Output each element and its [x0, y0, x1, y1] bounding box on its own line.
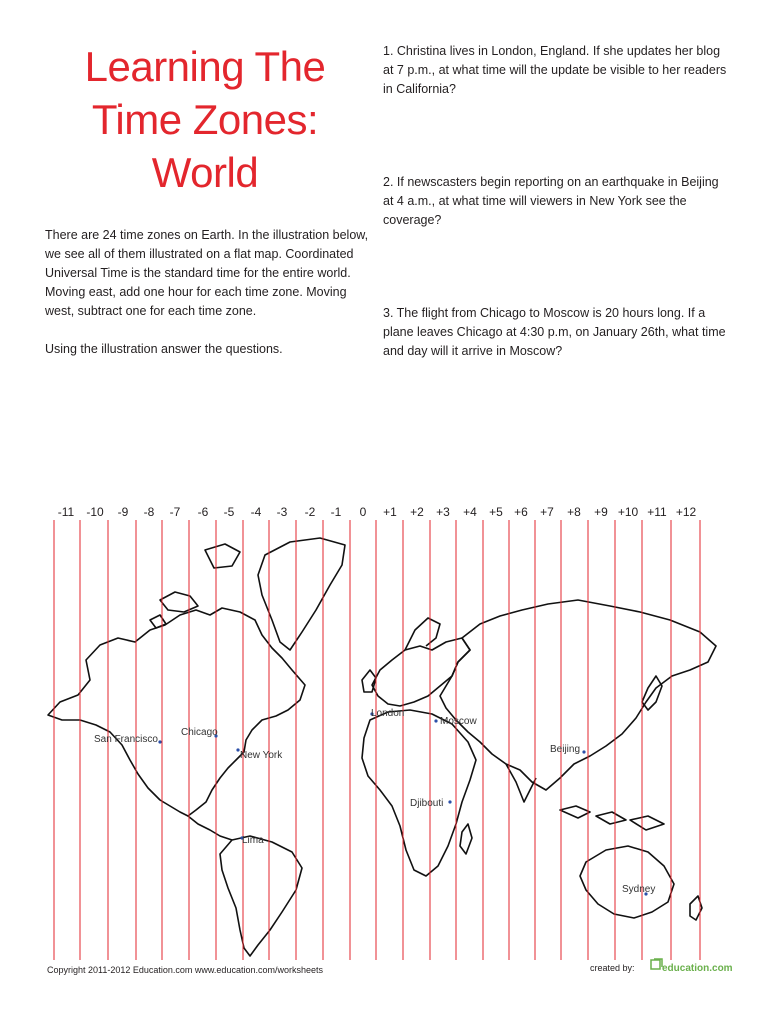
instructions: Using the illustration answer the questions. — [45, 342, 283, 356]
central-america-outline — [188, 816, 232, 840]
tz-label: -2 — [304, 505, 316, 519]
copyright-footer: Copyright 2011-2012 Education.com www.education.com/worksheets — [47, 965, 323, 975]
europe-outline — [372, 638, 470, 706]
north-america-outline — [48, 608, 305, 816]
tz-label: -4 — [250, 505, 262, 519]
tz-label: +11 — [647, 505, 667, 519]
logo-text: education.com — [662, 963, 733, 974]
city-label-san-francisco: San Francisco — [94, 734, 158, 745]
tz-label: +8 — [567, 505, 581, 519]
intro-paragraph: There are 24 time zones on Earth. In the illustration below, we see all of them illustrated on a flat map. Coordinated Universal Time is the standard time for the entire world. Moving east, add one hour for each time zone. Moving west, subtract one for each time zone. — [45, 228, 369, 318]
city-label-sydney: Sydney — [622, 884, 656, 895]
world-map — [0, 520, 768, 960]
city-label-moscow: Moscow — [440, 716, 477, 727]
tz-label: +5 — [489, 505, 503, 519]
tz-label: +1 — [383, 505, 397, 519]
tz-label: +9 — [594, 505, 608, 519]
tz-label: +7 — [540, 505, 554, 519]
created-by-label: created by: — [590, 963, 635, 973]
title-line-3: World — [151, 149, 259, 196]
city-dot-beijing — [582, 750, 585, 753]
tz-label: -9 — [117, 505, 129, 519]
city-dot-san-francisco — [158, 740, 161, 743]
madagascar-outline — [460, 824, 472, 854]
tz-label: +2 — [410, 505, 424, 519]
city-label-lima: Lima — [242, 835, 264, 846]
india-outline — [506, 764, 536, 802]
south-america-outline — [220, 836, 302, 956]
question-1: 1. Christina lives in London, England. If she updates her blog at 7 p.m., at what time will the update be visible to her readers in California? — [383, 44, 727, 96]
africa-outline — [362, 710, 476, 876]
tz-label: +3 — [436, 505, 450, 519]
city-label-chicago: Chicago — [181, 727, 218, 738]
tz-label: 0 — [359, 505, 367, 519]
city-dot-djibouti — [448, 800, 451, 803]
tz-label: +6 — [514, 505, 528, 519]
tz-label: -6 — [197, 505, 209, 519]
tz-label: -1 — [330, 505, 342, 519]
australia-outline — [580, 846, 674, 918]
greenland-outline — [258, 538, 345, 650]
city-label-new-york: New York — [240, 750, 283, 761]
tz-label: -3 — [276, 505, 288, 519]
scandinavia-outline — [405, 618, 440, 650]
city-label-djibouti: Djibouti — [410, 798, 444, 809]
city-label-beijing: Beijing — [550, 744, 581, 755]
question-3: 3. The flight from Chicago to Moscow is 20 hours long. If a plane leaves Chicago at 4:30 p.m, on January 26th, what time and day will it arrive in Moscow? — [383, 306, 726, 358]
intro-text — [45, 226, 370, 378]
tz-label: -10 — [86, 505, 104, 519]
tz-label: +10 — [617, 505, 639, 519]
city-dot-moscow — [434, 719, 437, 722]
question-2: 2. If newscasters begin reporting on an earthquake in Beijing at 4 a.m., at what time will viewers in New York see the coverage? — [383, 175, 719, 227]
tz-label: -11 — [57, 505, 75, 519]
title-line-2: Time Zones: — [91, 96, 319, 143]
tz-label: -7 — [169, 505, 181, 519]
arctic-islands-outline — [150, 544, 240, 628]
title-line-1: Learning The — [84, 43, 326, 90]
education-logo[interactable] — [650, 953, 733, 975]
tz-label: +12 — [675, 505, 697, 519]
page-title — [40, 40, 370, 199]
city-label-london: London — [371, 708, 405, 719]
asia-outline — [440, 600, 716, 790]
tz-label: +4 — [463, 505, 477, 519]
tz-label: -5 — [223, 505, 235, 519]
tz-label: -8 — [143, 505, 155, 519]
southeast-asia-islands-outline — [560, 806, 664, 830]
